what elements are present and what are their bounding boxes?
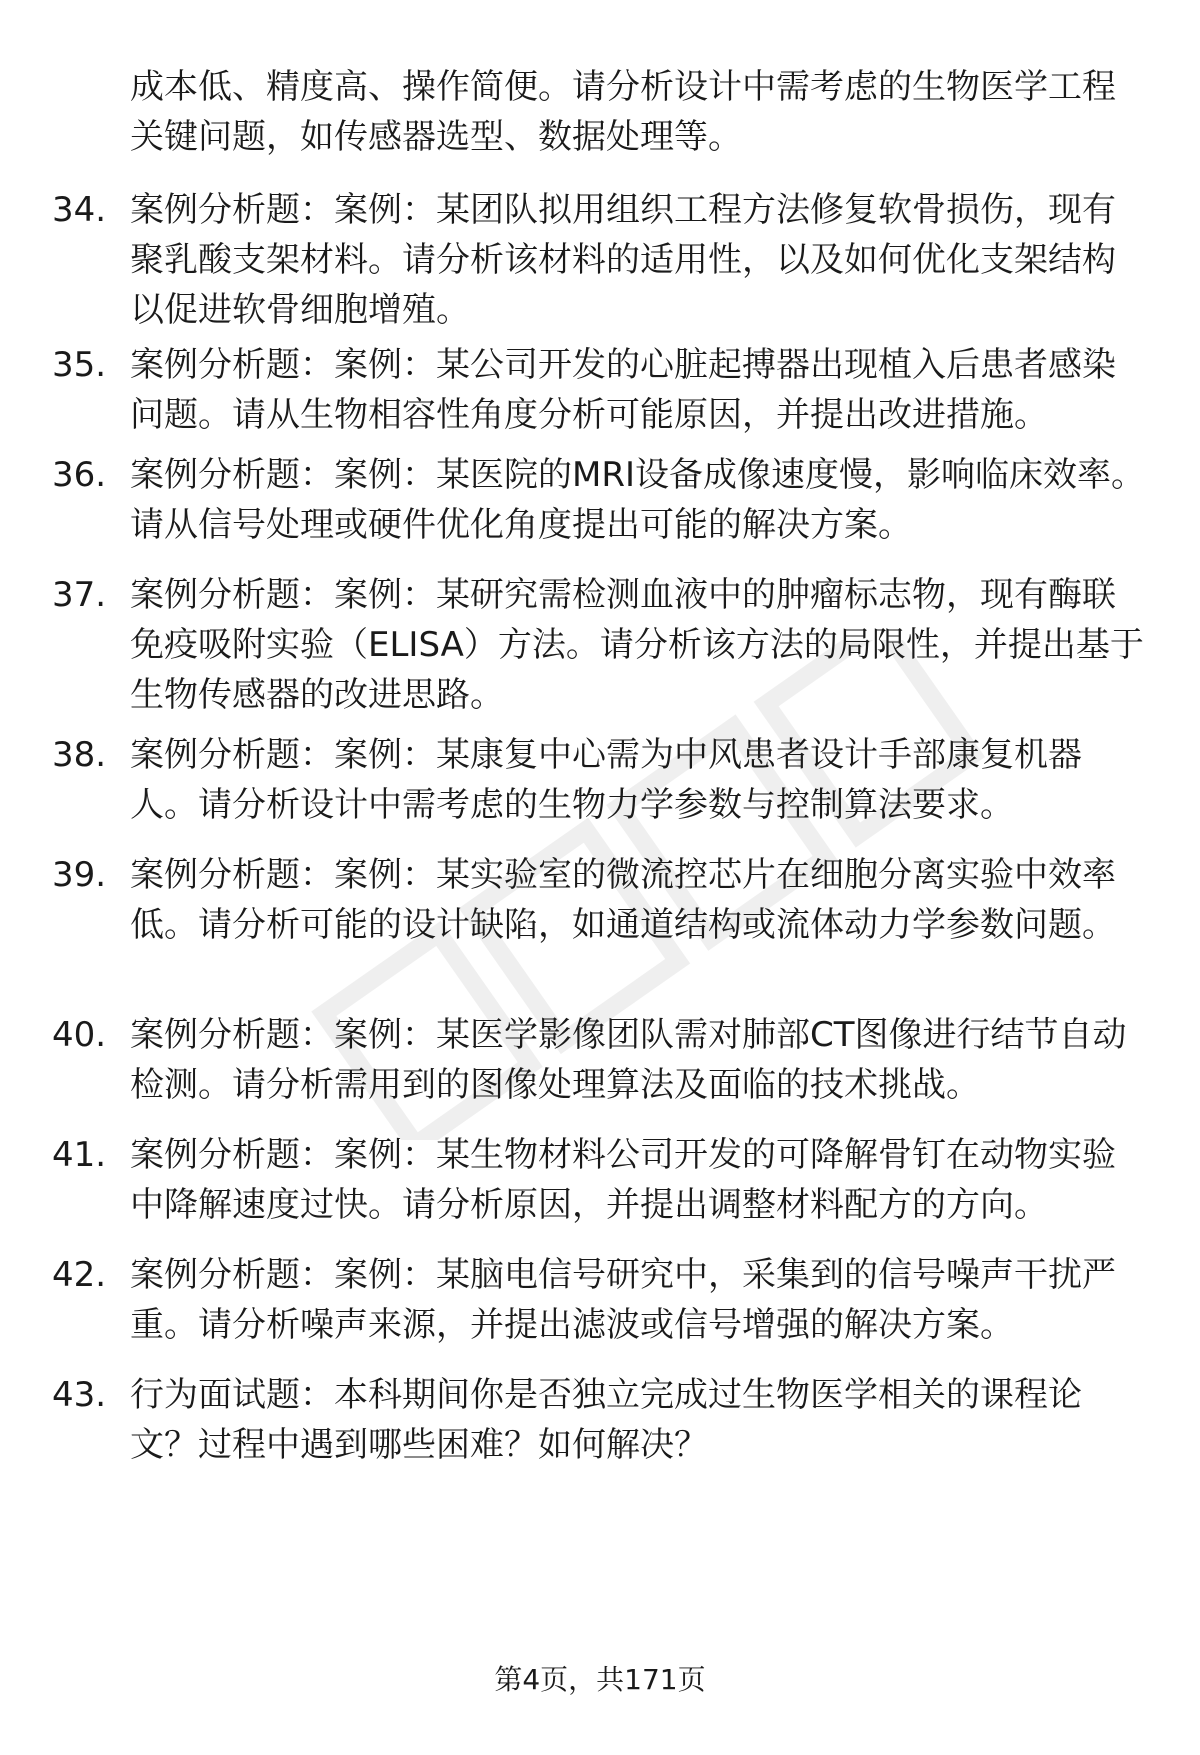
page-number-footer: 第4页，共171页 (494, 1663, 706, 1696)
question-text: 案例分析题：案例：某公司开发的心脏起搏器出现植入后患者感染问题。请从生物相容性角度分析可能原因，并提出改进措施。 (130, 345, 1116, 435)
question-text: 案例分析题：案例：某生物材料公司开发的可降解骨钉在动物实验中降解速度过快。请分析原因，并提出调整材料配方的方向。 (130, 1135, 1116, 1225)
question-text: 案例分析题：案例：某脑电信号研究中，采集到的信号噪声干扰严重。请分析噪声来源，并提出滤波或信号增强的解决方案。 (130, 1255, 1116, 1345)
question-number: 43. (52, 1375, 107, 1415)
question-35 (52, 340, 1147, 440)
question-43 (52, 1370, 1147, 1470)
question-number: 34. (52, 190, 107, 230)
question-number: 37. (52, 575, 107, 615)
question-text: 案例分析题：案例：某康复中心需为中风患者设计手部康复机器人。请分析设计中需考虑的生物力学参数与控制算法要求。 (130, 735, 1082, 825)
question-number: 35. (52, 345, 107, 385)
question-text: 行为面试题：本科期间你是否独立完成过生物医学相关的课程论文？过程中遇到哪些困难？如何解决？ (130, 1375, 1082, 1465)
question-text: 案例分析题：案例：某医院的MRI设备成像速度慢，影响临床效率。请从信号处理或硬件优化角度提出可能的解决方案。 (130, 455, 1145, 545)
question-number: 38. (52, 735, 107, 775)
question-38 (52, 730, 1147, 830)
continuation-text: 成本低、精度高、操作简便。请分析设计中需考虑的生物医学工程关键问题，如传感器选型、数据处理等。 (130, 67, 1116, 157)
question-text: 案例分析题：案例：某研究需检测血液中的肿瘤标志物，现有酶联免疫吸附实验（ELISA）方法。请分析该方法的局限性，并提出基于生物传感器的改进思路。 (130, 575, 1144, 715)
question-39 (52, 850, 1147, 950)
question-number: 36. (52, 455, 107, 495)
question-40 (52, 1010, 1147, 1110)
question-text: 案例分析题：案例：某实验室的微流控芯片在细胞分离实验中效率低。请分析可能的设计缺陷，如通道结构或流体动力学参数问题。 (130, 855, 1116, 945)
question-number: 41. (52, 1135, 107, 1175)
question-number: 40. (52, 1015, 107, 1055)
question-text: 案例分析题：案例：某团队拟用组织工程方法修复软骨损伤，现有聚乳酸支架材料。请分析该材料的适用性，以及如何优化支架结构以促进软骨细胞增殖。 (130, 190, 1116, 330)
question-34 (52, 185, 1147, 335)
question-36 (52, 450, 1147, 550)
question-number: 39. (52, 855, 107, 895)
question-37 (52, 570, 1147, 720)
question-text: 案例分析题：案例：某医学影像团队需对肺部CT图像进行结节自动检测。请分析需用到的图像处理算法及面临的技术挑战。 (130, 1015, 1127, 1105)
question-number: 42. (52, 1255, 107, 1295)
question-41 (52, 1130, 1147, 1230)
question-42 (52, 1250, 1147, 1350)
